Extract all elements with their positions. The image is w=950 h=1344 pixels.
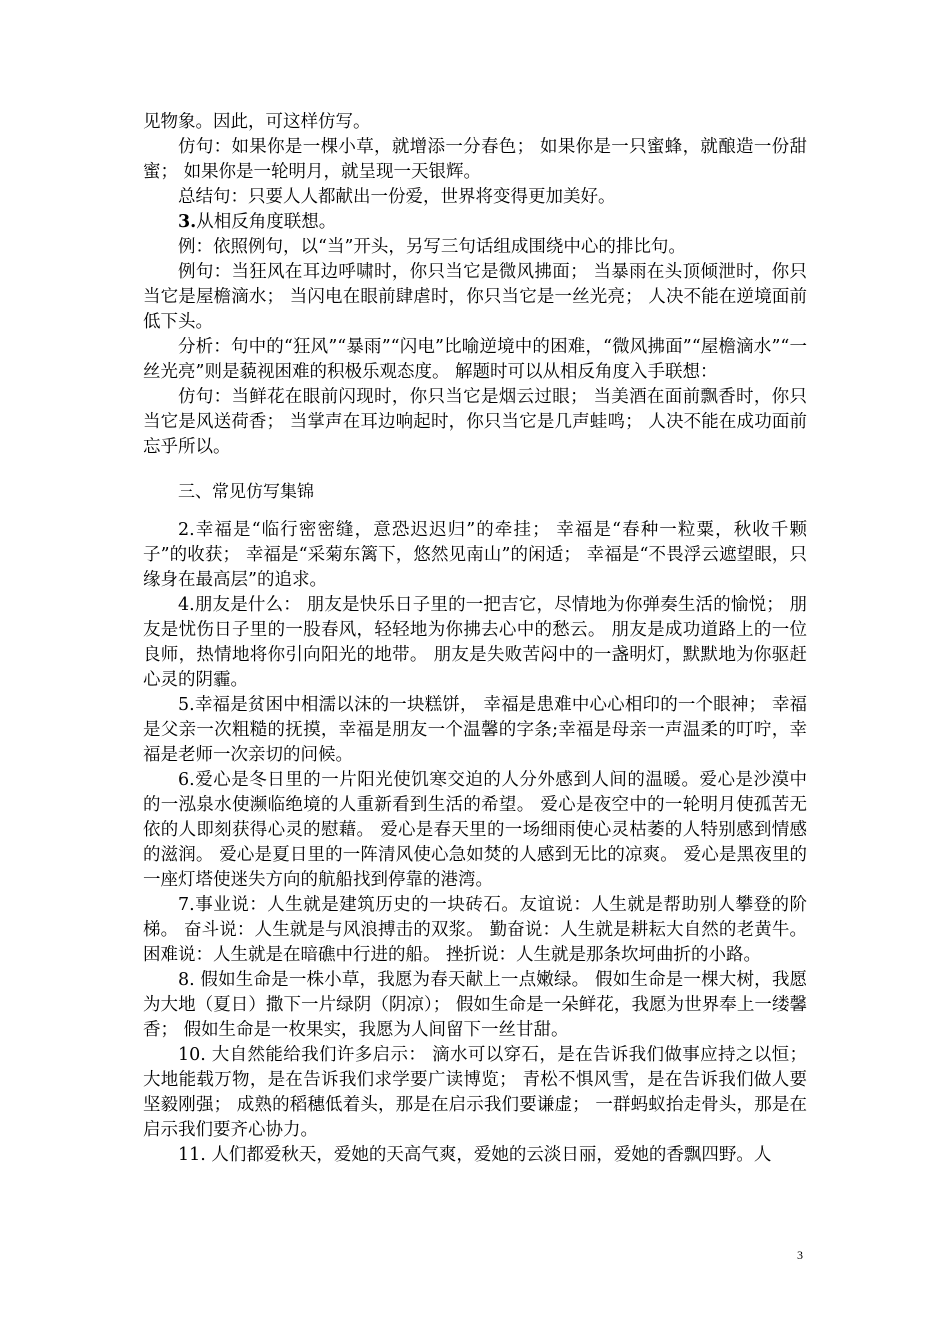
document-body xyxy=(143,110,807,1168)
subheading-number: 3. xyxy=(178,212,197,232)
paragraph-analysis: 分析：句中的“狂风”“暴雨”“闪电”比喻逆境中的困难，“微风拂面”“屋檐滴水”“一丝光亮”则是藐视困难的积极乐观态度。 解题时可以从相反角度入手联想： xyxy=(143,337,807,382)
paragraph-continuation: 见物象。因此，可这样仿写。 xyxy=(143,112,371,132)
page-number: 3 xyxy=(797,1248,803,1262)
section-title: 三、常见仿写集锦 xyxy=(178,482,314,502)
collection-item-10: 10. 大自然能给我们许多启示： 滴水可以穿石，是在告诉我们做事应持之以恒； 大地能载万物，是在告诉我们求学要广读博览； 青松不惧风雪，是在告诉我们做人要坚毅刚强； 成熟的稻穗低着头，那是在启示我们要谦虚； 一群蚂蚁抬走骨头，那是在启示我们要齐心协力。 xyxy=(143,1045,807,1140)
collection-item-4: 4.朋友是什么： 朋友是快乐日子里的一把吉它，尽情地为你弹奏生活的愉悦； 朋友是忧伤日子里的一股春风，轻轻地为你拂去心中的愁云。 朋友是成功道路上的一位良师，热情地将你引向阳光的地带。 朋友是失败苦闷中的一盏明灯，默默地为你驱赶心灵的阴霾。 xyxy=(143,595,807,690)
collection-item-6: 6.爱心是冬日里的一片阳光使饥寒交迫的人分外感到人间的温暖。爱心是沙漠中的一泓泉水使濒临绝境的人重新看到生活的希望。 爱心是夜空中的一轮明月使孤苦无依的人即刻获得心灵的慰藉。 爱心是春天里的一场细雨使心灵枯萎的人特别感到情感的滋润。 爱心是夏日里的一阵清风使心急如焚的人感到无比的凉爽。 爱心是黑夜里的一座灯塔使迷失方向的航船找到停靠的港湾。 xyxy=(143,770,807,890)
collection-item-5: 5.幸福是贫困中相濡以沫的一块糕饼， 幸福是患难中心心相印的一个眼神； 幸福是父亲一次粗糙的抚摸，幸福是朋友一个温馨的字条;幸福是母亲一声温柔的叮咛，幸福是老师一次亲切的问候。 xyxy=(143,695,807,765)
collection-item-8: 8. 假如生命是一株小草，我愿为春天献上一点嫩绿。 假如生命是一棵大树，我愿为大地（夏日）撒下一片绿阴（阴凉）； 假如生命是一朵鲜花，我愿为世界奉上一缕馨香； 假如生命是一枚果实，我愿为人间留下一丝甘甜。 xyxy=(143,970,807,1040)
paragraph-imitation-sentence: 仿句：如果你是一棵小草，就增添一分春色； 如果你是一只蜜蜂，就酿造一份甜蜜； 如果你是一轮明月，就呈现一天银辉。 xyxy=(143,137,807,182)
paragraph-example-task: 例：依照例句，以“当”开头，另写三句话组成围绕中心的排比句。 xyxy=(178,237,686,257)
collection-item-2: 2.幸福是“临行密密缝，意恐迟迟归”的牵挂； 幸福是“春种一粒粟，秋收千颗子”的收获； 幸福是“采菊东篱下，悠然见南山”的闲适； 幸福是“不畏浮云遮望眼，只缘身在最高层”的追求。 xyxy=(143,520,807,590)
paragraph-example-sentence: 例句：当狂风在耳边呼啸时，你只当它是微风拂面； 当暴雨在头顶倾泄时，你只当它是屋檐滴水； 当闪电在眼前肆虐时，你只当它是一丝光亮； 人决不能在逆境面前低下头。 xyxy=(143,262,807,332)
subheading-opposite-association xyxy=(143,210,807,235)
collection-item-7: 7.事业说：人生就是建筑历史的一块砖石。友谊说：人生就是帮助别人攀登的阶梯。 奋斗说：人生就是与风浪搏击的双浆。 勤奋说：人生就是耕耘大自然的老黄牛。 困难说：人生就是在暗礁中行进的船。 挫折说：人生就是那条坎坷曲折的小路。 xyxy=(143,895,807,965)
paragraph-summary-sentence: 总结句：只要人人都献出一份爱，世界将变得更加美好。 xyxy=(178,187,616,207)
collection-item-11: 11. 人们都爱秋天，爱她的天高气爽，爱她的云淡日丽，爱她的香飘四野。人 xyxy=(178,1145,772,1165)
paragraph-imitation-answer: 仿句：当鲜花在眼前闪现时，你只当它是烟云过眼； 当美酒在面前飘香时，你只当它是风送荷香； 当掌声在耳边响起时，你只当它是几声蛙鸣； 人决不能在成功面前忘乎所以。 xyxy=(143,387,807,457)
subheading-text: 从相反角度联想。 xyxy=(196,212,337,232)
